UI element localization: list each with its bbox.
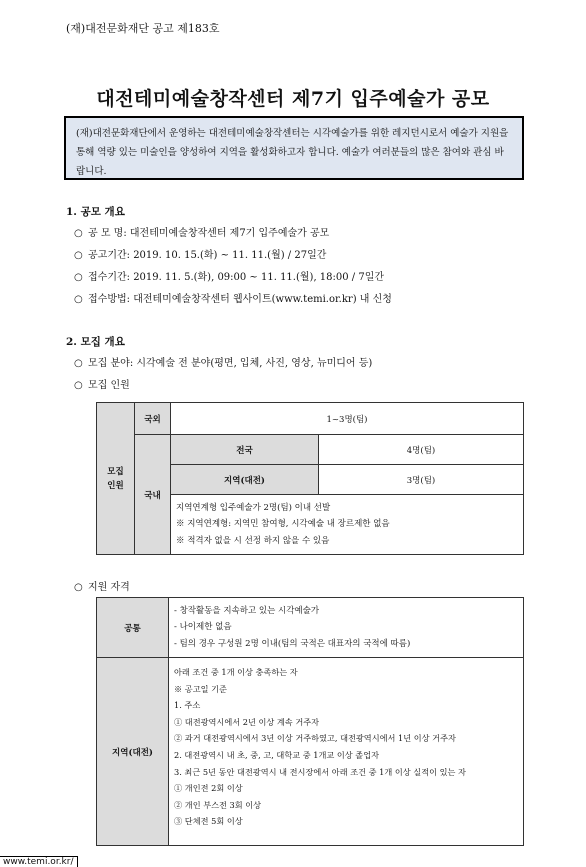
website-url[interactable]: www.temi.or.kr/ [0,856,78,867]
qualification-table [96,597,524,846]
circle-bullet-icon: ○ [74,294,83,305]
section1-heading: 1. 공모 개요 [66,206,125,218]
regional-value: 3명(팀) [319,465,524,495]
list-item: ○ 공 모 명: 대전테미예술창작센터 제7기 입주예술가 공모 [74,228,330,239]
circle-bullet-icon: ○ [74,228,83,239]
recruit-notes: 지역연계형 입주예술가 2명(팀) 이내 선발 ※ 지역연계형: 지역민 참여형, 시각예술 내 장르제한 없음 ※ 적격자 없을 시 선정 하지 않을 수 있음 [171,495,524,555]
list-item: ○ 접수기간: 2019. 11. 5.(화), 09:00 ~ 11. 11.(월), 18:00 / 7일간 [74,272,385,283]
regional-criteria: 아래 조건 중 1개 이상 충족하는 자 ※ 공고일 기준 1. 주소 ① 대전광역시에서 2년 이상 계속 거주자 ② 과거 대전광역시에서 3년 이상 거주하였고, 대전광역시에서 1년 이상 거주자 2. 대전광역시 내 초, 중, 고, 대학교 중 1개교 이상 졸업자 3. 최근 5년 동안 대전광역시 내 전시장에서 아래 조건 중 1개 이상 실적이 있는 자 ① 개인전 2회 이상 ② 개인 부스전 3회 이상 ③ 단체전 5회 이상 [169,658,524,846]
list-item: ○ 지원 자격 [74,582,130,593]
section2-heading: 2. 모집 개요 [66,336,125,348]
notice-number: (재)대전문화재단 공고 제183호 [66,22,220,35]
circle-bullet-icon: ○ [74,380,83,391]
page-title: 대전테미예술창작센터 제7기 입주예술가 공모 [96,88,490,110]
common-label: 공통 [97,598,169,658]
circle-bullet-icon: ○ [74,272,83,283]
regional-label: 지역(대전) [171,465,319,495]
national-label: 전국 [171,435,319,465]
list-item: ○ 접수방법: 대전테미예술창작센터 웹사이트(www.temi.or.kr) 내 신청 [74,294,392,305]
intro-box: (재)대전문화재단에서 운영하는 대전테미예술창작센터는 시각예술가를 위한 레지던시로서 예술가 지원을 통해 역량 있는 미술인을 양성하여 지역을 활성화하고자 합니다. 예술가 여러분들의 많은 참여와 관심 바랍니다. [64,116,524,180]
overseas-label: 국외 [135,403,171,435]
domestic-label: 국내 [135,435,171,555]
circle-bullet-icon: ○ [74,250,83,261]
circle-bullet-icon: ○ [74,582,83,593]
circle-bullet-icon: ○ [74,358,83,369]
common-criteria: - 창작활동을 지속하고 있는 시각예술가 - 나이제한 없음 - 팀의 경우 구성원 2명 이내(팀의 국적은 대표자의 국적에 따름) [169,598,524,658]
recruit-table [96,402,524,555]
regional-criteria-label: 지역(대전) [97,658,169,846]
list-item: ○ 모집 분야: 시각예술 전 분야(평면, 입체, 사진, 영상, 뉴미디어 등) [74,358,373,369]
national-value: 4명(팀) [319,435,524,465]
list-item: ○ 공고기간: 2019. 10. 15.(화) ~ 11. 11.(월) / 27일간 [74,250,327,261]
list-item: ○ 모집 인원 [74,380,130,391]
overseas-value: 1~3명(팀) [171,403,524,435]
recruit-group-label: 모집 인원 [97,403,135,555]
